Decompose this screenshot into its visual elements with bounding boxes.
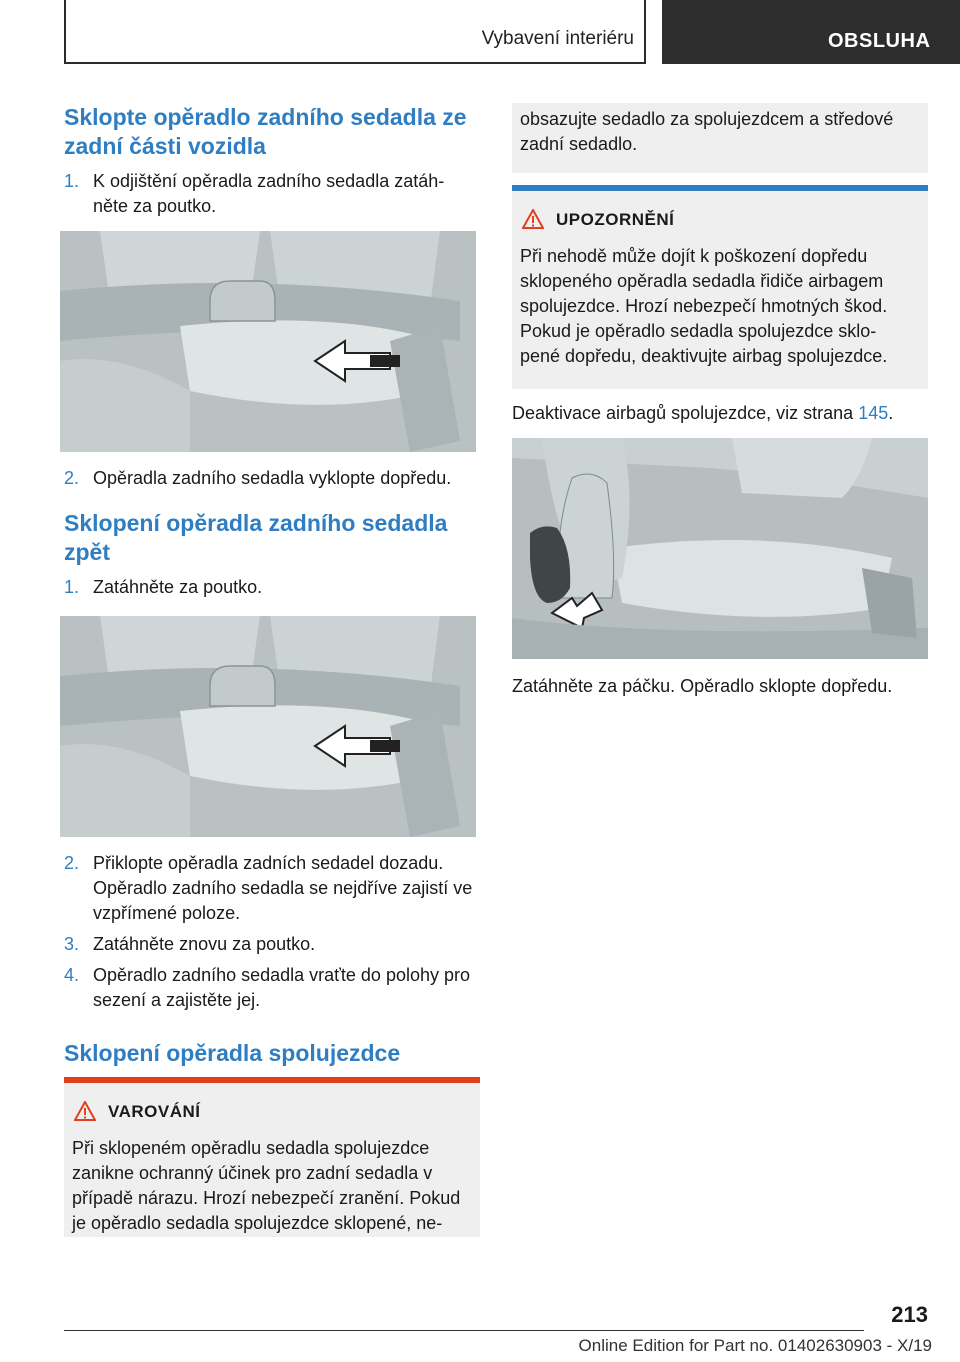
header-section-title: Vybavení interiéru (481, 28, 634, 49)
page-number: 213 (891, 1302, 928, 1327)
left-column-cont-2 (64, 851, 480, 1068)
step-number: 1. (64, 171, 80, 191)
warning-title-row (72, 1099, 472, 1128)
step-text: Opěradla zadního sedadla vyklopte dopředu. (93, 468, 452, 488)
airbag-reference-end: . (888, 403, 894, 423)
step-number: 2. (64, 853, 80, 873)
step-item (64, 851, 480, 926)
step-item (64, 932, 480, 957)
step-item (64, 963, 480, 1013)
lever-caption: Zatáhněte za páčku. Opěradlo sklopte dopředu. (512, 676, 893, 696)
step-item (64, 169, 480, 219)
front-seat-lever-illustration (512, 438, 928, 659)
step-number: 1. (64, 577, 80, 597)
warning-triangle-icon (74, 1101, 96, 1128)
heading-fold-from-rear: Sklopte opěradlo zadního sedadla ze zadní části vozidla (64, 104, 467, 159)
step-item (64, 466, 480, 491)
airbag-reference-text: Deaktivace airbagů spolujezdce, viz strana (512, 403, 859, 423)
caution-text: Při nehodě může dojít k poškození dopředu sklopeného opěradla sedadla řidiče airbagem spolujezdce. Hrozí nebezpečí hmotných škod. Pokud je opěradlo sedadla spolujezdce sklo‐ pené dopředu, deaktivujte airbag spolujezdce. (520, 246, 888, 366)
step-text: Zatáhněte znovu za poutko. (93, 934, 316, 954)
rear-seat-illustration-2 (60, 616, 476, 837)
step-text: Přiklopte opěradla zadních sedadel dozadu. Opěradlo zadního sedadla se nejdříve zajistí ve vzpřímené poloze. (93, 853, 473, 923)
step-number: 4. (64, 965, 80, 985)
warning-box (64, 1077, 480, 1237)
steps-list-2 (64, 575, 480, 600)
warning-text: Při sklopeném opěradlu sedadla spolujezdce zanikne ochranný účinek pro zadní sedadla v případě nárazu. Hrozí nebezpečí zranění. Pokud je opěradlo sedadla spolujezdce sklopené, ne‐ (72, 1138, 461, 1233)
footer-divider (64, 1330, 864, 1331)
heading-fold-back: Sklopení opěradla zadního sedadla zpět (64, 510, 448, 565)
step-number: 2. (64, 468, 80, 488)
airbag-reference (512, 401, 928, 426)
warning-continued-text: obsazujte sedadlo za spolujezdcem a středové zadní sedadlo. (520, 109, 894, 154)
caution-box (512, 185, 928, 389)
steps-list-1 (64, 169, 480, 219)
right-column (512, 103, 928, 426)
heading-passenger-backrest: Sklopení opěradla spolujezdce (64, 1040, 401, 1066)
warning-box-continued (512, 103, 928, 173)
caution-title-row (520, 207, 920, 236)
step-text: Opěradlo zadního sedadla vraťte do polohy pro sezení a zajistěte jej. (93, 965, 471, 1010)
step-item (64, 575, 480, 600)
caution-title: UPOZORNĚNÍ (556, 210, 675, 229)
step-text: Zatáhněte za poutko. (93, 577, 263, 597)
caution-triangle-icon (522, 209, 544, 236)
left-column (64, 103, 480, 219)
steps-list-1b (64, 466, 480, 491)
header-chapter-tab: OBSLUHA (662, 0, 960, 64)
rear-seat-illustration-1 (60, 231, 476, 452)
warning-title: VAROVÁNÍ (108, 1102, 201, 1121)
steps-list-2b (64, 851, 480, 1013)
step-text: K odjištění opěradla zadního sedadla zatáh‐ něte za poutko. (93, 171, 445, 216)
step-number: 3. (64, 934, 80, 954)
left-column-cont-1 (64, 466, 480, 600)
edition-note: Online Edition for Part no. 01402630903 - X/19 (578, 1336, 932, 1355)
page-link-145[interactable]: 145 (858, 403, 889, 423)
